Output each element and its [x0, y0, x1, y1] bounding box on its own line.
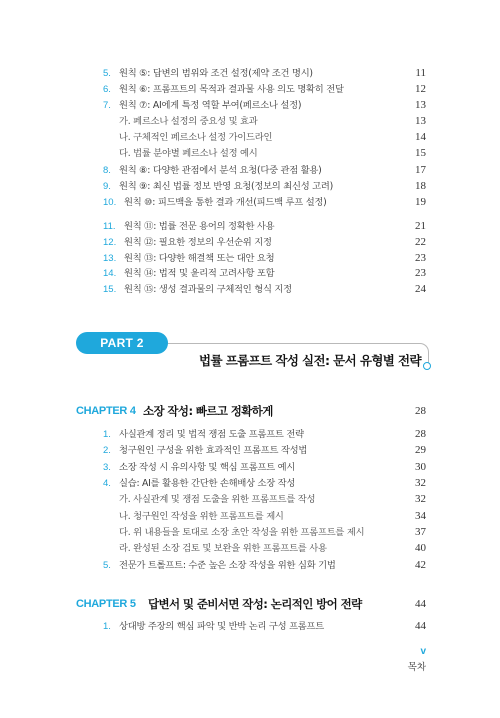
chapter-4-header[interactable]: [76, 402, 426, 420]
toc-item-page: 19: [415, 196, 426, 208]
toc-subitem[interactable]: [0, 525, 500, 540]
toc-item-number: 14.: [103, 268, 117, 279]
toc-item-page: 24: [415, 283, 426, 295]
toc-item-title: 원칙 ⑧: 다양한 관점에서 분석 요청(다중 관점 활용): [119, 165, 322, 176]
toc-item-page: 13: [415, 115, 426, 127]
toc-subitem[interactable]: [0, 114, 500, 129]
toc-item-number: 5.: [103, 560, 111, 571]
toc-item-title: 원칙 ⑫: 필요한 정보의 우선순위 지정: [124, 237, 272, 248]
toc-item[interactable]: [0, 179, 500, 194]
toc-item-title: 원칙 ⑨: 최신 법률 정보 반영 요청(정보의 최신성 고려): [119, 181, 333, 192]
toc-subitem[interactable]: [0, 541, 500, 556]
toc-item-page: 30: [415, 461, 426, 473]
toc-item-number: 6.: [103, 84, 111, 95]
chapter-page: 28: [415, 405, 426, 417]
toc-item[interactable]: [0, 251, 500, 266]
toc-item-title: 원칙 ⑥: 프롬프트의 목적과 결과물 사용 의도 명확히 전달: [119, 84, 344, 95]
toc-item[interactable]: [0, 282, 500, 297]
toc-item-page: 40: [415, 542, 426, 554]
toc-item[interactable]: [0, 163, 500, 178]
toc-item-page: 21: [415, 220, 426, 232]
toc-item-number: 1.: [103, 429, 111, 440]
toc-item-number: 3.: [103, 462, 111, 473]
toc-item-page: 18: [415, 180, 426, 192]
part-divider-dot: [423, 362, 431, 370]
toc-item-page: 17: [415, 164, 426, 176]
toc-item-page: 22: [415, 236, 426, 248]
toc-item[interactable]: [0, 619, 500, 634]
toc-item-title: 라. 완성된 소장 검토 및 보완을 위한 프롬프트를 사용: [119, 543, 327, 554]
toc-item[interactable]: [0, 235, 500, 250]
toc-item-title: 상대방 주장의 핵심 파악 및 반박 논리 구성 프롬프트: [119, 621, 324, 632]
chapter-label: CHAPTER 4: [76, 405, 136, 417]
toc-item-page: 11: [415, 67, 426, 79]
toc-item-title: 가. 페르소나 설정의 중요성 및 효과: [119, 116, 258, 127]
chapter-5-header[interactable]: [76, 595, 426, 613]
toc-item-title: 나. 구체적인 페르소나 설정 가이드라인: [119, 132, 273, 143]
toc-item-number: 13.: [103, 253, 117, 264]
toc-item-title: 다. 법률 분야별 페르소나 설정 예시: [119, 148, 258, 159]
toc-item-page: 32: [415, 493, 426, 505]
toc-item[interactable]: [0, 195, 500, 210]
toc-item-title: 청구원인 구성을 위한 효과적인 프롬프트 작성법: [119, 445, 308, 456]
toc-item-number: 2.: [103, 445, 111, 456]
toc-item-page: 28: [415, 428, 426, 440]
toc-item-title: 나. 청구원인 작성을 위한 프롬프트를 제시: [119, 511, 284, 522]
page-section-label: 목차: [407, 662, 426, 673]
toc-item-page: 12: [415, 83, 426, 95]
toc-item[interactable]: [0, 82, 500, 97]
toc-item-title: 원칙 ⑤: 답변의 범위와 조건 설정(제약 조건 명시): [119, 68, 313, 79]
toc-subitem[interactable]: [0, 130, 500, 145]
toc-item-page: 23: [415, 267, 426, 279]
toc-item-page: 14: [415, 131, 426, 143]
toc-subitem[interactable]: [0, 492, 500, 507]
toc-item-title: 원칙 ⑮: 생성 결과물의 구체적인 형식 지정: [124, 284, 292, 295]
toc-item-number: 12.: [103, 237, 117, 248]
toc-subitem[interactable]: [0, 509, 500, 524]
toc-item-title: 원칙 ⑭: 법적 및 윤리적 고려사항 포함: [124, 268, 275, 279]
toc-item-page: 42: [415, 559, 426, 571]
toc-item-number: 8.: [103, 165, 111, 176]
toc-item-page: 13: [415, 99, 426, 111]
toc-item-title: 다. 위 내용들을 토대로 소장 초안 작성을 위한 프롬프트를 제시: [119, 527, 365, 538]
toc-item-page: 44: [415, 620, 426, 632]
toc-item-title: 원칙 ⑬: 다양한 해결책 또는 대안 요청: [124, 253, 275, 264]
toc-item-number: 1.: [103, 621, 111, 632]
toc-item[interactable]: [0, 98, 500, 113]
page-folio-roman: v: [420, 646, 426, 657]
chapter-title: 소장 작성: 빠르고 정확하게: [143, 404, 273, 418]
toc-item-title: 전문가 트롤프트: 수준 높은 소장 작성을 위한 심화 기법: [119, 560, 336, 571]
toc-item[interactable]: [0, 219, 500, 234]
toc-item-title: 사실관계 정리 및 법적 쟁점 도출 프롬프트 전략: [119, 429, 304, 440]
toc-item[interactable]: [0, 427, 500, 442]
toc-subitem[interactable]: [0, 146, 500, 161]
toc-item-number: 9.: [103, 181, 111, 192]
toc-item-number: 11.: [103, 221, 116, 232]
toc-item[interactable]: [0, 460, 500, 475]
toc-item[interactable]: [0, 476, 500, 491]
toc-item-page: 29: [415, 444, 426, 456]
toc-item-number: 4.: [103, 478, 111, 489]
toc-item-title: 원칙 ⑦: AI에게 특정 역할 부여(페르소나 설정): [119, 100, 302, 111]
toc-item[interactable]: [0, 443, 500, 458]
toc-item-page: 34: [415, 510, 426, 522]
toc-item[interactable]: [0, 558, 500, 573]
toc-item-number: 10.: [103, 197, 117, 208]
toc-item-number: 7.: [103, 100, 111, 111]
toc-item-number: 15.: [103, 284, 117, 295]
chapter-title: 답변서 및 준비서면 작성: 논리적인 방어 전략: [148, 597, 362, 611]
toc-item-title: 실습: AI를 활용한 간단한 손해배상 소장 작성: [119, 478, 296, 489]
toc-item[interactable]: [0, 66, 500, 81]
toc-item-page: 37: [415, 526, 426, 538]
chapter-page: 44: [415, 598, 426, 610]
part-title: 법률 프롬프트 작성 실전: 문서 유형별 전략: [199, 353, 421, 368]
part-label: PART 2: [76, 332, 168, 354]
toc-item-page: 23: [415, 252, 426, 264]
toc-item-title: 원칙 ⑩: 피드백을 통한 결과 개선(피드백 루프 설정): [124, 197, 327, 208]
toc-item-page: 15: [415, 147, 426, 159]
chapter-label: CHAPTER 5: [76, 598, 136, 610]
toc-item-number: 5.: [103, 68, 111, 79]
toc-item-title: 가. 사실관계 및 쟁점 도출을 위한 프롬프트를 작성: [119, 494, 316, 505]
toc-item-page: 32: [415, 477, 426, 489]
toc-item[interactable]: [0, 266, 500, 281]
toc-item-title: 원칙 ⑪: 법률 전문 용어의 정확한 사용: [124, 221, 275, 232]
toc-item-title: 소장 작성 시 유의사항 및 핵심 프롬프트 예시: [119, 462, 296, 473]
